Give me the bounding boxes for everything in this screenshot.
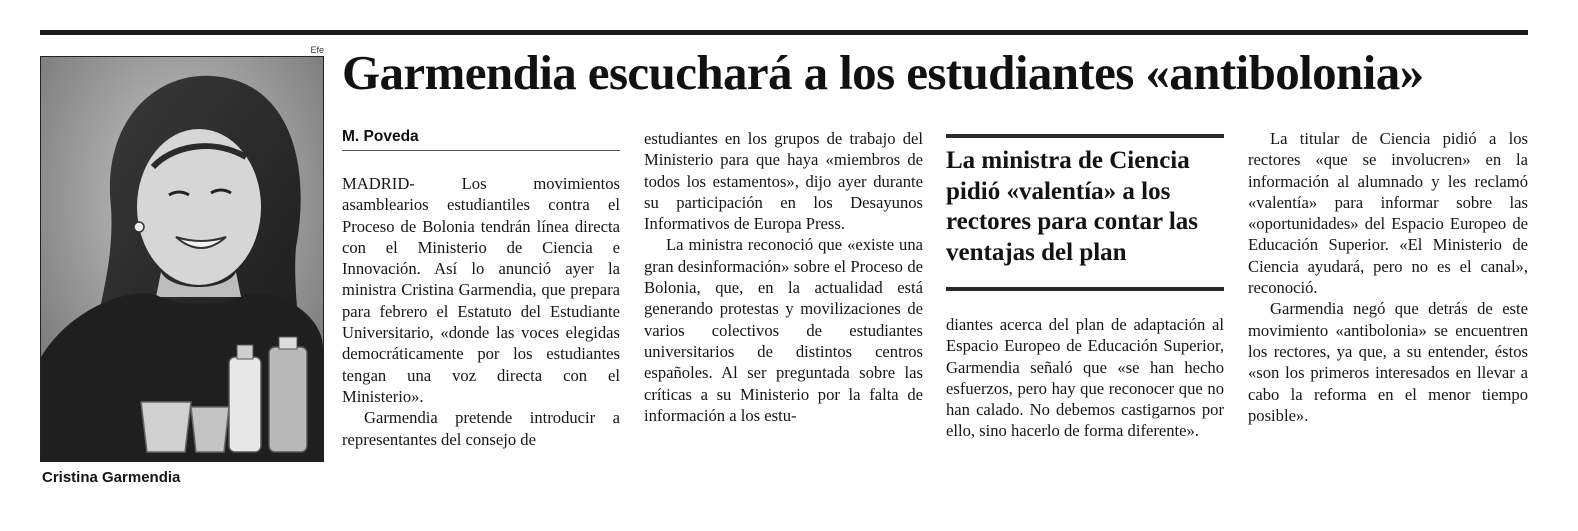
- article-column-3: [946, 314, 1224, 442]
- paragraph: MADRID- Los movimientos asamblearios estudiantiles contra el Proceso de Bolonia tendrán línea directa con el Ministerio de Ciencia e Innovación. Así lo anunció ayer la ministra Cristina Garmendia, que prepara para febrero el Estatuto del Estudiante Universitario, «donde las voces elegidas democráticamente por los estudiantes tengan una voz directa con el Ministerio».: [342, 174, 620, 406]
- photo-caption: Cristina Garmendia: [42, 469, 181, 486]
- byline: M. Poveda: [342, 128, 419, 145]
- paragraph: La ministra reconoció que «existe una gran desinformación» sobre el Proceso de Bolonia, que, en la actualidad está generando protestas y movilizaciones de varios colectivos de estudiantes universitarios de distintos centros españoles. Al ser preguntada sobre las críticas a su Ministerio por la falta de información a los estu-: [644, 235, 923, 425]
- article-column-4: [1248, 128, 1528, 426]
- article-column-1: [342, 173, 620, 450]
- photo-credit: Efe: [310, 45, 324, 55]
- pullquote-top-rule: [946, 134, 1224, 138]
- article-column-2: [644, 128, 923, 426]
- pullquote: La ministra de Ciencia pidió «valentía» a los rectores para contar las ventajas del plan: [946, 147, 1199, 266]
- byline-rule: [342, 150, 620, 151]
- paragraph: La titular de Ciencia pidió a los rectores «que se involucren» en la información al alumnado y les reclamó «valentía» para informar sobre las «oportunidades» del Espacio Europeo de Educación Superior. «El Ministerio de Ciencia ayudará, pero no es el canal», reconoció.: [1248, 129, 1528, 298]
- paragraph: diantes acerca del plan de adaptación al Espacio Europeo de Educación Superior, Garmendia señaló que «se han hecho esfuerzos, pero hay que reconocer que no han calado. No debemos castigarnos por ello, sino hacerlo de forma diferente».: [946, 315, 1224, 441]
- pullquote-bottom-rule: [946, 287, 1224, 291]
- paragraph: Garmendia pretende introducir a representantes del consejo de: [342, 408, 620, 449]
- article-photo: [40, 56, 324, 462]
- paragraph: Garmendia negó que detrás de este movimiento «antibolonia» se encuentren los rectores, ya que, a su entender, éstos «son los primeros interesados en llevar a cabo la reforma en el menor tiempo posible».: [1248, 299, 1528, 425]
- top-rule: [40, 30, 1528, 35]
- paragraph: estudiantes en los grupos de trabajo del Ministerio para que haya «miembros de todos los estamentos», dijo ayer durante su participación en los Desayunos Informativos de Europa Press.: [644, 129, 923, 234]
- headline: Garmendia escuchará a los estudiantes «antibolonia»: [342, 45, 1424, 100]
